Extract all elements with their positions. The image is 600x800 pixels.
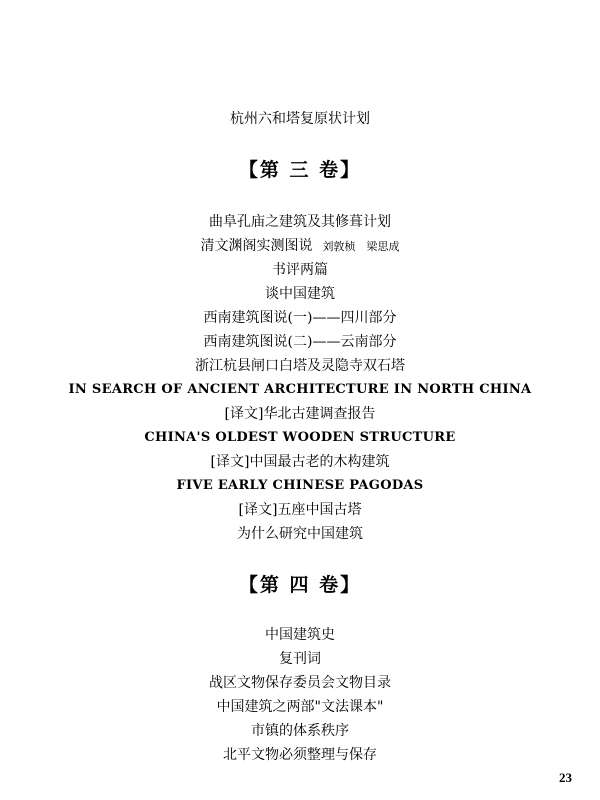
toc-entry: 西南建筑图说(一)——四川部分: [203, 310, 397, 326]
volume-3-header: 【第 三 卷】: [238, 159, 362, 181]
toc-entry: 中国建筑史: [265, 627, 335, 643]
toc-entry: 西南建筑图说(二)——云南部分: [203, 334, 397, 350]
toc-entry: 书评两篇: [272, 262, 328, 278]
toc-entry: [译文]五座中国古塔: [238, 502, 362, 518]
toc-entry-liuhe-pagoda: 杭州六和塔复原状计划: [230, 111, 370, 127]
page-number: 23: [559, 770, 572, 785]
toc-entry-english: IN SEARCH OF ANCIENT ARCHITECTURE IN NORTH CHINA: [68, 382, 532, 397]
toc-entry: [译文]中国最古老的木构建筑: [210, 454, 390, 470]
toc-entry: 战区文物保存委员会文物目录: [209, 675, 391, 691]
toc-entry-authors: 刘敦桢 梁思成: [322, 240, 400, 253]
toc-entry: 曲阜孔庙之建筑及其修葺计划: [209, 214, 391, 230]
toc-entry-title: 清文渊阁实测图说: [200, 238, 313, 254]
toc-entry: 为什么研究中国建筑: [237, 526, 363, 542]
toc-entry: [0, 237, 600, 256]
toc-entry: 中国建筑之两部"文法课本": [216, 699, 384, 715]
toc-entry: 复刊词: [279, 651, 321, 667]
toc-entry: [译文]华北古建调查报告: [224, 406, 376, 422]
volume-4-header: 【第 四 卷】: [238, 574, 362, 596]
toc-entry-english: CHINA'S OLDEST WOODEN STRUCTURE: [144, 430, 456, 445]
toc-entry-english: FIVE EARLY CHINESE PAGODAS: [176, 478, 424, 493]
toc-entry: 北平文物必须整理与保存: [223, 747, 377, 763]
toc-entry: 市镇的体系秩序: [251, 723, 349, 739]
toc-entry: 浙江杭县闸口白塔及灵隐寺双石塔: [195, 358, 405, 374]
toc-entry: 谈中国建筑: [265, 286, 335, 302]
